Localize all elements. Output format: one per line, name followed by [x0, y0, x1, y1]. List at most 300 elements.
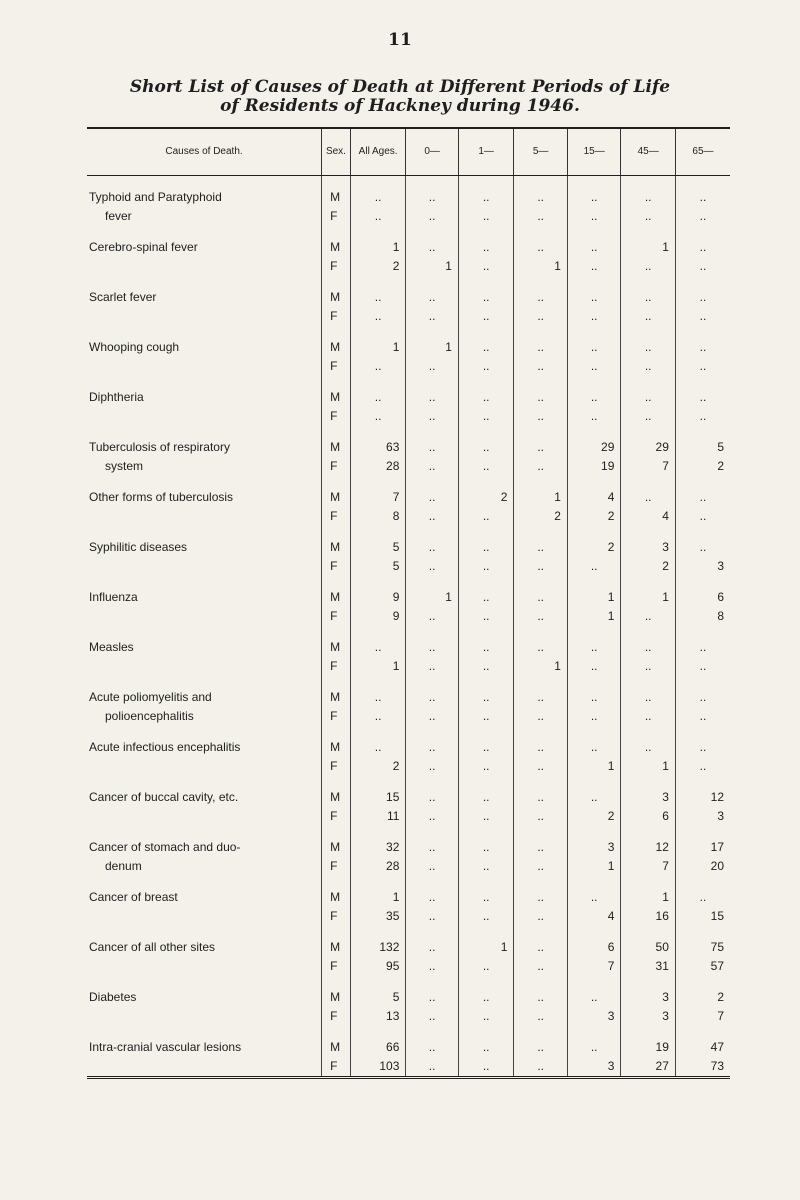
- table-row: [87, 757, 730, 776]
- all-ages-cell: ..: [350, 188, 406, 207]
- age-group-cell: 4: [567, 488, 620, 507]
- cause-label: Cancer of buccal cavity, etc.: [89, 789, 239, 804]
- age-group-cell: ..: [567, 688, 620, 707]
- age-group-cell: ..: [621, 407, 676, 426]
- age-group-cell: ..: [567, 207, 620, 226]
- age-group-cell: ..: [567, 257, 620, 276]
- age-group-cell: ..: [458, 1057, 514, 1078]
- age-group-cell: ..: [621, 188, 676, 207]
- all-ages-cell: ..: [350, 357, 406, 376]
- age-group-cell: 17: [675, 838, 730, 857]
- cause-cell: [87, 588, 322, 607]
- age-group-cell: ..: [458, 757, 514, 776]
- cause-cell: [87, 488, 322, 507]
- cause-cell: [87, 807, 322, 826]
- age-group-cell: ..: [675, 307, 730, 326]
- cause-label: Cancer of breast: [89, 889, 178, 904]
- age-group-cell: ..: [621, 607, 676, 626]
- all-ages-cell: 7: [350, 488, 406, 507]
- all-ages-cell: 11: [350, 807, 406, 826]
- age-group-cell: 3: [675, 807, 730, 826]
- age-group-cell: ..: [406, 407, 458, 426]
- age-group-cell: ..: [514, 888, 567, 907]
- age-group-cell: ..: [458, 988, 514, 1007]
- age-group-cell: ..: [406, 1007, 458, 1026]
- all-ages-cell: 13: [350, 1007, 406, 1026]
- table-row: [87, 738, 730, 757]
- cause-cell: [87, 357, 322, 376]
- age-group-cell: 2: [458, 488, 514, 507]
- table-body: [87, 175, 730, 1077]
- sex-cell: M: [322, 988, 351, 1007]
- spacer-row: [87, 826, 730, 838]
- age-group-cell: ..: [406, 957, 458, 976]
- age-group-cell: ..: [458, 338, 514, 357]
- age-group-cell: ..: [567, 388, 620, 407]
- all-ages-cell: 9: [350, 588, 406, 607]
- age-group-cell: ..: [675, 288, 730, 307]
- age-group-cell: ..: [675, 657, 730, 676]
- age-group-cell: ..: [458, 1007, 514, 1026]
- age-group-cell: ..: [675, 738, 730, 757]
- spacer-row: [87, 626, 730, 638]
- spacer-row: [87, 326, 730, 338]
- age-group-cell: ..: [621, 207, 676, 226]
- cause-cell: [87, 1057, 322, 1078]
- age-group-cell: ..: [514, 357, 567, 376]
- age-group-cell: ..: [567, 188, 620, 207]
- age-group-cell: ..: [514, 288, 567, 307]
- age-group-cell: ..: [567, 888, 620, 907]
- sex-cell: M: [322, 188, 351, 207]
- sex-cell: M: [322, 788, 351, 807]
- spacer-row: [87, 226, 730, 238]
- age-group-cell: 1: [514, 657, 567, 676]
- all-ages-cell: 103: [350, 1057, 406, 1078]
- all-ages-cell: ..: [350, 638, 406, 657]
- age-group-cell: 15: [675, 907, 730, 926]
- spacer-row: [87, 526, 730, 538]
- age-group-cell: ..: [406, 688, 458, 707]
- age-group-cell: ..: [567, 657, 620, 676]
- age-group-cell: ..: [514, 988, 567, 1007]
- table-row: [87, 257, 730, 276]
- table-row: [87, 307, 730, 326]
- sex-cell: M: [322, 738, 351, 757]
- spacer-row: [87, 175, 730, 188]
- sex-cell: M: [322, 1038, 351, 1057]
- age-group-cell: 3: [567, 1007, 620, 1026]
- cause-cell: [87, 707, 322, 726]
- age-group-cell: 31: [621, 957, 676, 976]
- age-group-cell: ..: [621, 307, 676, 326]
- table-row: [87, 657, 730, 676]
- sex-cell: M: [322, 338, 351, 357]
- page-number: 11: [388, 30, 412, 50]
- age-group-cell: 1: [406, 588, 458, 607]
- age-group-cell: 2: [675, 988, 730, 1007]
- age-group-cell: 1: [567, 588, 620, 607]
- cause-label: Influenza: [89, 589, 138, 604]
- cause-label: Intra-cranial vascular lesions: [89, 1039, 242, 1054]
- sex-cell: F: [322, 557, 351, 576]
- table-row: [87, 207, 730, 226]
- age-group-cell: ..: [406, 538, 458, 557]
- all-ages-cell: 66: [350, 1038, 406, 1057]
- cause-cell: [87, 788, 322, 807]
- table-row: [87, 1038, 730, 1057]
- sex-cell: F: [322, 1057, 351, 1078]
- age-group-cell: ..: [406, 238, 458, 257]
- header-row: [87, 128, 730, 175]
- age-group-cell: 1: [514, 488, 567, 507]
- cause-label: Cancer of all other sites: [89, 939, 216, 954]
- sex-cell: M: [322, 588, 351, 607]
- age-group-cell: ..: [514, 388, 567, 407]
- all-ages-cell: 9: [350, 607, 406, 626]
- age-group-cell: ..: [675, 388, 730, 407]
- header-age-0: 0—: [406, 128, 458, 175]
- age-group-cell: ..: [675, 257, 730, 276]
- age-group-cell: ..: [458, 207, 514, 226]
- age-group-cell: ..: [458, 707, 514, 726]
- sex-cell: F: [322, 1007, 351, 1026]
- all-ages-cell: ..: [350, 288, 406, 307]
- all-ages-cell: 28: [350, 457, 406, 476]
- age-group-cell: ..: [406, 1057, 458, 1078]
- cause-label: Diphtheria: [89, 389, 144, 404]
- age-group-cell: ..: [458, 838, 514, 857]
- all-ages-cell: ..: [350, 407, 406, 426]
- age-group-cell: 1: [406, 257, 458, 276]
- table-row: [87, 1057, 730, 1078]
- age-group-cell: ..: [675, 488, 730, 507]
- age-group-cell: ..: [675, 638, 730, 657]
- age-group-cell: ..: [406, 857, 458, 876]
- sex-cell: M: [322, 388, 351, 407]
- all-ages-cell: 28: [350, 857, 406, 876]
- cause-cell: [87, 638, 322, 657]
- age-group-cell: ..: [514, 588, 567, 607]
- age-group-cell: 6: [567, 938, 620, 957]
- spacer-row: [87, 976, 730, 988]
- header-cause: Causes of Death.: [87, 128, 322, 175]
- cause-label: Scarlet fever: [89, 289, 157, 304]
- spacer-row: [87, 276, 730, 288]
- table-row: [87, 507, 730, 526]
- age-group-cell: 27: [621, 1057, 676, 1078]
- age-group-cell: ..: [514, 707, 567, 726]
- cause-cell: [87, 888, 322, 907]
- cause-cell: [87, 388, 322, 407]
- age-group-cell: ..: [675, 707, 730, 726]
- age-group-cell: ..: [406, 707, 458, 726]
- cause-cell: [87, 507, 322, 526]
- age-group-cell: ..: [406, 488, 458, 507]
- age-group-cell: ..: [458, 1038, 514, 1057]
- cause-cell: [87, 338, 322, 357]
- spacer-row: [87, 726, 730, 738]
- all-ages-cell: 1: [350, 338, 406, 357]
- age-group-cell: 73: [675, 1057, 730, 1078]
- age-group-cell: 2: [621, 557, 676, 576]
- age-group-cell: ..: [406, 388, 458, 407]
- all-ages-cell: 15: [350, 788, 406, 807]
- age-group-cell: 3: [675, 557, 730, 576]
- all-ages-cell: ..: [350, 307, 406, 326]
- age-group-cell: ..: [406, 788, 458, 807]
- spacer-row: [87, 926, 730, 938]
- age-group-cell: ..: [514, 457, 567, 476]
- sex-cell: F: [322, 657, 351, 676]
- age-group-cell: ..: [458, 257, 514, 276]
- cause-cell: [87, 757, 322, 776]
- age-group-cell: 2: [514, 507, 567, 526]
- age-group-cell: ..: [567, 338, 620, 357]
- table-row: [87, 807, 730, 826]
- age-group-cell: 3: [567, 838, 620, 857]
- age-group-cell: ..: [675, 238, 730, 257]
- sex-cell: F: [322, 357, 351, 376]
- age-group-cell: ..: [514, 1057, 567, 1078]
- spacer-row: [87, 676, 730, 688]
- age-group-cell: 5: [675, 438, 730, 457]
- age-group-cell: 2: [675, 457, 730, 476]
- age-group-cell: ..: [514, 557, 567, 576]
- cause-cell: [87, 538, 322, 557]
- age-group-cell: ..: [406, 557, 458, 576]
- age-group-cell: ..: [406, 357, 458, 376]
- age-group-cell: ..: [406, 838, 458, 857]
- cause-cell: [87, 457, 322, 476]
- all-ages-cell: 2: [350, 757, 406, 776]
- age-group-cell: 3: [621, 1007, 676, 1026]
- age-group-cell: ..: [406, 207, 458, 226]
- table-row: [87, 457, 730, 476]
- cause-label: fever: [105, 208, 132, 223]
- all-ages-cell: ..: [350, 738, 406, 757]
- age-group-cell: 12: [621, 838, 676, 857]
- table-row: [87, 857, 730, 876]
- age-group-cell: ..: [621, 688, 676, 707]
- age-group-cell: ..: [621, 707, 676, 726]
- age-group-cell: ..: [514, 957, 567, 976]
- age-group-cell: ..: [567, 788, 620, 807]
- age-group-cell: ..: [458, 588, 514, 607]
- sex-cell: M: [322, 688, 351, 707]
- cause-cell: [87, 607, 322, 626]
- age-group-cell: 4: [567, 907, 620, 926]
- sex-cell: M: [322, 488, 351, 507]
- table-row: [87, 607, 730, 626]
- table-row: [87, 538, 730, 557]
- cause-cell: [87, 207, 322, 226]
- age-group-cell: ..: [406, 607, 458, 626]
- sex-cell: F: [322, 407, 351, 426]
- age-group-cell: ..: [514, 238, 567, 257]
- all-ages-cell: 2: [350, 257, 406, 276]
- table-row: [87, 838, 730, 857]
- spacer-row: [87, 1026, 730, 1038]
- age-group-cell: 19: [567, 457, 620, 476]
- age-group-cell: ..: [458, 388, 514, 407]
- age-group-cell: ..: [458, 288, 514, 307]
- age-group-cell: ..: [406, 438, 458, 457]
- table-row: [87, 238, 730, 257]
- cause-label: denum: [105, 858, 142, 873]
- all-ages-cell: 32: [350, 838, 406, 857]
- table-row: [87, 407, 730, 426]
- title-line-2: of Residents of Hackney during 1946.: [220, 96, 580, 116]
- age-group-cell: ..: [621, 388, 676, 407]
- sex-cell: M: [322, 838, 351, 857]
- age-group-cell: 20: [675, 857, 730, 876]
- age-group-cell: ..: [406, 188, 458, 207]
- age-group-cell: ..: [458, 557, 514, 576]
- age-group-cell: ..: [458, 357, 514, 376]
- age-group-cell: ..: [567, 1038, 620, 1057]
- age-group-cell: ..: [458, 438, 514, 457]
- causes-of-death-table: [87, 127, 730, 1079]
- age-group-cell: ..: [621, 338, 676, 357]
- age-group-cell: ..: [675, 507, 730, 526]
- header-age-5: 5—: [514, 128, 567, 175]
- age-group-cell: ..: [675, 357, 730, 376]
- sex-cell: M: [322, 938, 351, 957]
- cause-cell: [87, 838, 322, 857]
- cause-cell: [87, 288, 322, 307]
- age-group-cell: ..: [514, 757, 567, 776]
- sex-cell: M: [322, 638, 351, 657]
- all-ages-cell: ..: [350, 388, 406, 407]
- age-group-cell: ..: [458, 607, 514, 626]
- age-group-cell: ..: [458, 657, 514, 676]
- age-group-cell: 7: [621, 457, 676, 476]
- cause-label: Whooping cough: [89, 339, 180, 354]
- all-ages-cell: 1: [350, 238, 406, 257]
- spacer-row: [87, 776, 730, 788]
- all-ages-cell: ..: [350, 707, 406, 726]
- all-ages-cell: 8: [350, 507, 406, 526]
- table-row: [87, 888, 730, 907]
- title-line-1: Short List of Causes of Death at Different Periods of Life: [129, 77, 671, 97]
- age-group-cell: 1: [567, 757, 620, 776]
- cause-cell: [87, 1007, 322, 1026]
- age-group-cell: 1: [406, 338, 458, 357]
- sex-cell: F: [322, 957, 351, 976]
- age-group-cell: ..: [406, 507, 458, 526]
- age-group-cell: ..: [458, 407, 514, 426]
- sex-cell: M: [322, 238, 351, 257]
- age-group-cell: 2: [567, 538, 620, 557]
- age-group-cell: ..: [514, 1038, 567, 1057]
- cause-label: Cerebro-spinal fever: [89, 239, 198, 254]
- cause-cell: [87, 907, 322, 926]
- age-group-cell: ..: [567, 288, 620, 307]
- age-group-cell: ..: [567, 638, 620, 657]
- header-sex: Sex.: [322, 128, 351, 175]
- age-group-cell: 6: [675, 588, 730, 607]
- page-title: [0, 78, 800, 116]
- age-group-cell: ..: [406, 288, 458, 307]
- age-group-cell: ..: [458, 238, 514, 257]
- age-group-cell: ..: [675, 688, 730, 707]
- all-ages-cell: 5: [350, 988, 406, 1007]
- cause-cell: [87, 407, 322, 426]
- age-group-cell: ..: [621, 488, 676, 507]
- header-age-65: 65—: [675, 128, 730, 175]
- age-group-cell: 2: [567, 507, 620, 526]
- age-group-cell: ..: [514, 807, 567, 826]
- age-group-cell: 3: [621, 988, 676, 1007]
- age-group-cell: 1: [621, 588, 676, 607]
- sex-cell: F: [322, 857, 351, 876]
- age-group-cell: 57: [675, 957, 730, 976]
- spacer-row: [87, 576, 730, 588]
- age-group-cell: ..: [621, 657, 676, 676]
- age-group-cell: ..: [458, 888, 514, 907]
- table-row: [87, 938, 730, 957]
- age-group-cell: 1: [514, 257, 567, 276]
- age-group-cell: ..: [514, 338, 567, 357]
- age-group-cell: ..: [458, 507, 514, 526]
- age-group-cell: ..: [458, 188, 514, 207]
- age-group-cell: 8: [675, 607, 730, 626]
- age-group-cell: ..: [514, 788, 567, 807]
- sex-cell: M: [322, 288, 351, 307]
- age-group-cell: ..: [514, 688, 567, 707]
- age-group-cell: ..: [567, 738, 620, 757]
- all-ages-cell: 1: [350, 888, 406, 907]
- age-group-cell: ..: [514, 1007, 567, 1026]
- age-group-cell: ..: [621, 638, 676, 657]
- age-group-cell: 3: [621, 538, 676, 557]
- table-row: [87, 488, 730, 507]
- age-group-cell: 1: [567, 607, 620, 626]
- age-group-cell: 3: [621, 788, 676, 807]
- table-row: [87, 1007, 730, 1026]
- cause-label: Measles: [89, 639, 134, 654]
- cause-cell: [87, 1038, 322, 1057]
- cause-cell: [87, 307, 322, 326]
- age-group-cell: 75: [675, 938, 730, 957]
- age-group-cell: ..: [514, 538, 567, 557]
- cause-label: Tuberculosis of respiratory: [89, 439, 230, 454]
- sex-cell: M: [322, 538, 351, 557]
- header-age-45: 45—: [621, 128, 676, 175]
- age-group-cell: ..: [458, 957, 514, 976]
- age-group-cell: ..: [406, 307, 458, 326]
- all-ages-cell: 5: [350, 557, 406, 576]
- age-group-cell: ..: [675, 188, 730, 207]
- age-group-cell: ..: [514, 938, 567, 957]
- age-group-cell: 1: [567, 857, 620, 876]
- age-group-cell: 29: [567, 438, 620, 457]
- age-group-cell: ..: [514, 607, 567, 626]
- all-ages-cell: 1: [350, 657, 406, 676]
- age-group-cell: 7: [675, 1007, 730, 1026]
- cause-cell: [87, 688, 322, 707]
- age-group-cell: ..: [514, 188, 567, 207]
- age-group-cell: ..: [514, 638, 567, 657]
- age-group-cell: ..: [514, 407, 567, 426]
- age-group-cell: ..: [406, 938, 458, 957]
- age-group-cell: 3: [567, 1057, 620, 1078]
- age-group-cell: ..: [567, 238, 620, 257]
- cause-cell: [87, 957, 322, 976]
- sex-cell: F: [322, 457, 351, 476]
- table-row: [87, 638, 730, 657]
